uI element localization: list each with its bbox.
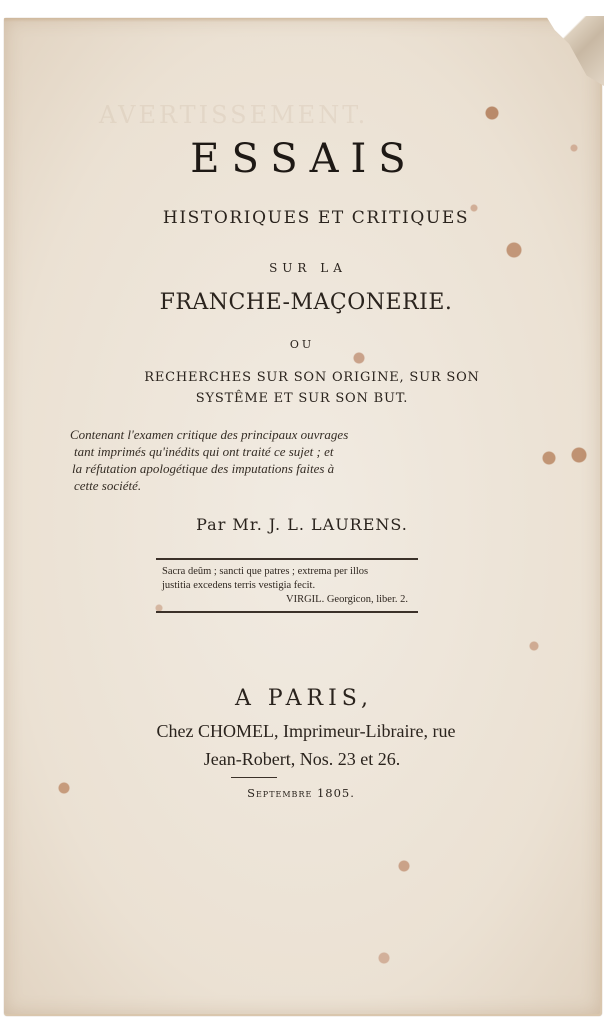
alternative-title-line-1: RECHERCHES SUR SON ORIGINE, SUR SON bbox=[144, 370, 480, 385]
book-title: ESSAIS bbox=[190, 136, 418, 182]
imprint-address: Jean-Robert, Nos. 23 et 26. bbox=[203, 749, 401, 769]
torn-corner bbox=[546, 16, 604, 86]
imprint-date: Septembre 1805. bbox=[247, 786, 355, 800]
book-page bbox=[4, 18, 602, 1016]
description-line: la réfutation apologétique des imputations faites à bbox=[72, 461, 335, 476]
imprint-publisher: Chez CHOMEL, Imprimeur-Libraire, rue bbox=[156, 721, 456, 741]
imprint-city: A PARIS, bbox=[234, 686, 374, 711]
epigraph-reference: VIRGIL. Georgicon, liber. 2. bbox=[286, 594, 408, 605]
description-line: cette société. bbox=[74, 478, 142, 493]
page-edge bbox=[4, 18, 600, 22]
description-line: tant imprimés qu'inédits qui ont traité ce sujet ; et bbox=[74, 444, 334, 459]
bleed-through-title: AVERTISSEMENT. bbox=[99, 101, 369, 129]
book-subtitle: HISTORIQUES ET CRITIQUES bbox=[162, 208, 470, 228]
description-line: Contenant l'examen critique des principaux ouvrages bbox=[70, 427, 349, 442]
epigraph-text bbox=[156, 560, 418, 611]
alternative-connector: OU bbox=[289, 338, 315, 351]
subtitle-connector: SUR LA bbox=[269, 261, 347, 275]
epigraph-bottom-rule bbox=[156, 611, 418, 613]
epigraph-line: justitia excedens terris vestigia fecit. bbox=[162, 580, 316, 591]
epigraph bbox=[156, 558, 418, 613]
alternative-title-line-2: SYSTÊME ET SUR SON BUT. bbox=[195, 391, 409, 406]
description-block bbox=[66, 426, 436, 494]
author-line: Par Mr. J. L. LAURENS. bbox=[196, 515, 408, 534]
date-divider bbox=[231, 777, 277, 778]
epigraph-line: Sacra deûm ; sancti que patres ; extrema per illos bbox=[162, 566, 369, 577]
book-topic: FRANCHE-MAÇONERIE. bbox=[159, 290, 453, 315]
